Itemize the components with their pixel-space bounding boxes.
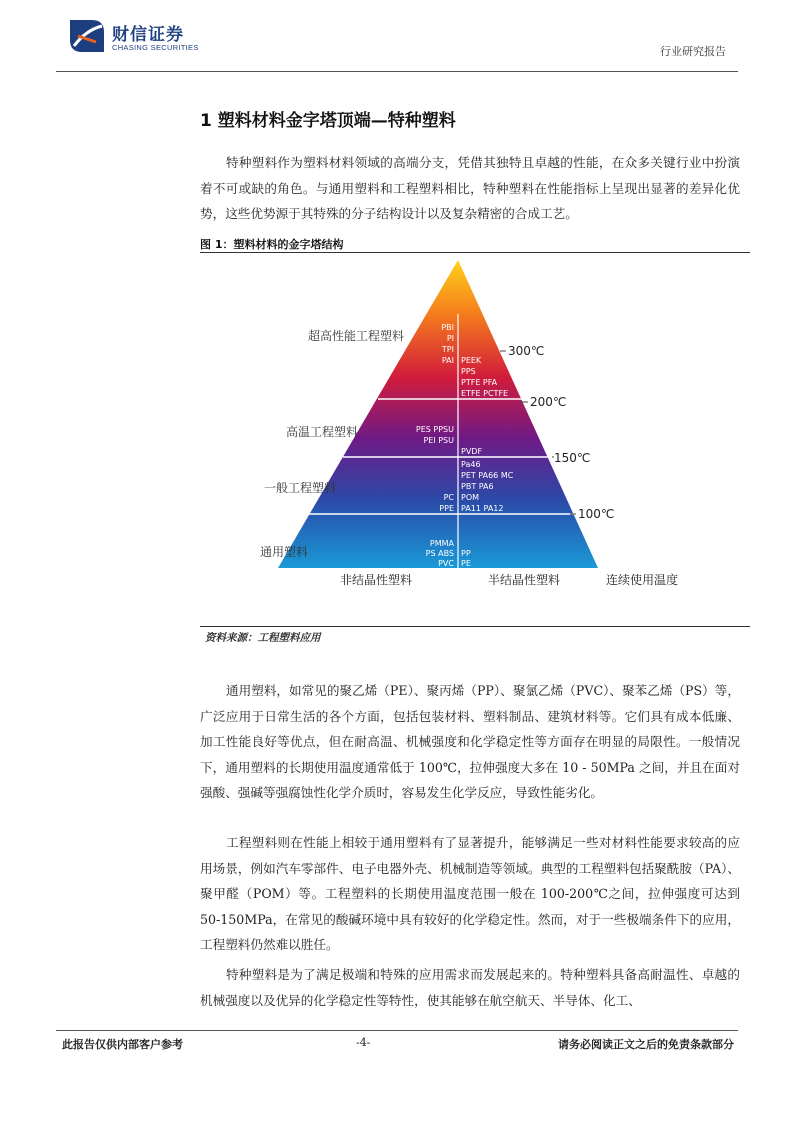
polymer-label: PS ABS [425, 549, 454, 558]
polymer-label: PEEK [461, 356, 482, 365]
footer-notice: 请务必阅读正文之后的免责条款部分 [558, 1038, 734, 1051]
page-number: -4- [356, 1036, 371, 1049]
tier-label-ultra-high: 超高性能工程塑料 [308, 329, 405, 343]
axis-label-amorphous: 非结晶性塑料 [340, 573, 413, 587]
figure-bottom-rule [200, 626, 750, 627]
logo-chinese-name: 财信证券 [112, 25, 184, 45]
figure-title: 图 1：塑料材料的金字塔结构 [200, 238, 344, 251]
polymer-label: POM [461, 493, 480, 502]
temp-label-300: 300℃ [508, 344, 545, 358]
polymer-label: PEI PSU [423, 436, 454, 445]
footer-disclaimer: 此报告仅供内部客户参考 [62, 1038, 183, 1051]
logo-mark-icon [66, 16, 110, 56]
tier-label-commodity: 通用塑料 [260, 545, 309, 559]
logo-english-name: CHASING SECURITIES [112, 43, 199, 52]
pyramid-chart [200, 254, 750, 624]
specialty-plastics-paragraph: 特种塑料是为了满足极端和特殊的应用需求而发展起来的。特种塑料具备高耐温性、卓越的机械强度以及优异的化学稳定性等特性，使其能够在航空航天、半导体、化工、 [200, 967, 740, 1008]
figure-source: 资料来源：工程塑料应用 [205, 632, 321, 644]
section-title: 1 塑料材料金字塔顶端—特种塑料 [200, 111, 456, 131]
tier-label-high-temp: 高温工程塑料 [286, 425, 359, 439]
polymer-label: PPE [439, 504, 454, 513]
temp-label-100: 100℃ [578, 507, 615, 521]
polymer-label: PBT PA6 [461, 482, 494, 491]
footer-divider [56, 1030, 738, 1031]
polymer-label: PA11 PA12 [461, 504, 504, 513]
polymer-label: PMMA [429, 539, 454, 548]
polymer-label: Pa46 [461, 460, 481, 469]
intro-paragraph: 特种塑料作为塑料材料领域的高端分支，凭借其独特且卓越的性能，在众多关键行业中扮演着不可或缺的角色。与通用塑料和工程塑料相比，特种塑料在性能指标上呈现出显著的差异化优势，这些优势源于其特殊的分子结构设计以及复杂精密的合成工艺。 [200, 155, 740, 221]
polymer-label: PTFE PFA [461, 378, 498, 387]
pyramid-figure [200, 254, 750, 624]
polymer-label: PC [443, 493, 454, 502]
company-logo [66, 16, 206, 60]
polymer-label: PES PPSU [415, 425, 454, 434]
pyramid-shape [278, 260, 598, 568]
polymer-label: PVDF [461, 447, 483, 456]
tier-label-general-eng: 一般工程塑料 [264, 481, 337, 495]
polymer-label: PAI [441, 356, 454, 365]
polymer-label: PBI [441, 323, 454, 332]
commodity-plastics-paragraph: 通用塑料，如常见的聚乙烯（PE）、聚丙烯（PP）、聚氯乙烯（PVC）、聚苯乙烯（PS）等，广泛应用于日常生活的各个方面，包括包装材料、塑料制品、建筑材料等。它们具有成本低廉、加工性能良好等优点，但在耐高温、机械强度和化学稳定性等方面存在明显的局限性。一般情况下，通用塑料的长期使用温度通常低于 100℃，拉伸强度大多在 10 - 50MPa 之间，并且在面对强酸、强碱等强腐蚀性化学介质时，容易发生化学反应，导致性能劣化。 [200, 683, 740, 800]
polymer-label: PE [461, 559, 471, 568]
axis-label-semicrystalline: 半结晶性塑料 [488, 573, 561, 587]
figure-top-rule [200, 252, 750, 253]
axis-label-continuous-temp: 连续使用温度 [606, 573, 679, 587]
polymer-label: ETFE PCTFE [461, 389, 509, 398]
polymer-label: PET PA66 MC [461, 471, 514, 480]
polymer-label: PP [461, 549, 471, 558]
engineering-plastics-paragraph: 工程塑料则在性能上相较于通用塑料有了显著提升，能够满足一些对材料性能要求较高的应用场景，例如汽车零部件、电子电器外壳、机械制造等领域。典型的工程塑料包括聚酰胺（PA）、聚甲醛（POM）等。工程塑料的长期使用温度范围一般在 100-200℃之间，拉伸强度可达到 50-150MPa，在常见的酸碱环境中具有较好的化学稳定性。然而，对于一些极端条件下的应用，工程塑料仍然难以胜任。 [200, 835, 740, 952]
polymer-label: PPS [461, 367, 476, 376]
header-divider [56, 71, 738, 72]
temp-label-150: 150℃ [554, 451, 591, 465]
temp-label-200: 200℃ [530, 395, 567, 409]
polymer-label: TPI [441, 345, 454, 354]
document-type: 行业研究报告 [660, 45, 726, 58]
polymer-label: PVC [438, 559, 454, 568]
polymer-label: PI [446, 334, 454, 343]
